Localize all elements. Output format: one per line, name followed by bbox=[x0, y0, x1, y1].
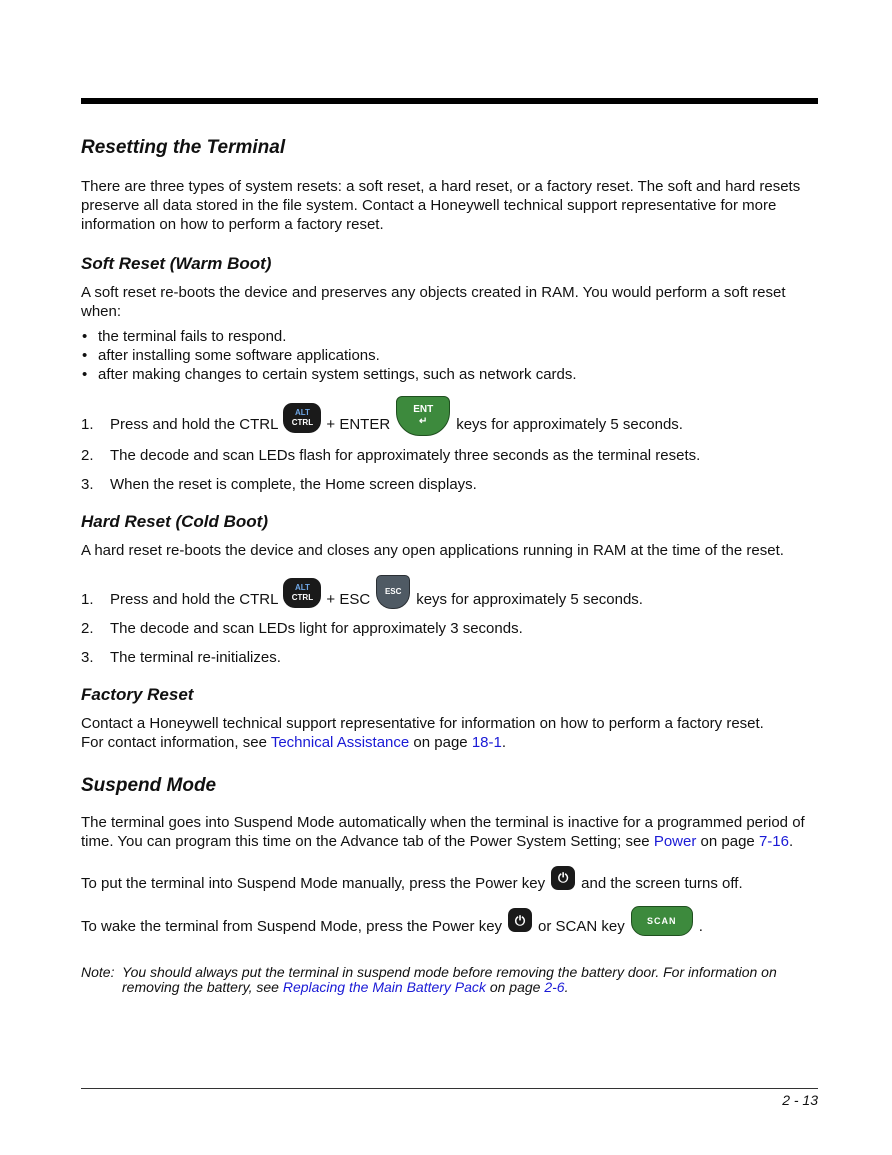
factory-reset-line: For contact information, see bbox=[81, 734, 267, 751]
resetting-intro: There are three types of system resets: a soft reset, a hard reset, or a factory reset. The soft and hard resets preserve all data stored in the file system. Contact a Honeywell technical support representative for more information on how to perform a factory reset. bbox=[81, 178, 801, 233]
step-text: Press and hold the CTRL bbox=[110, 415, 279, 433]
note-text bbox=[122, 965, 816, 995]
soft-reset-step-3 bbox=[81, 475, 816, 494]
technical-assistance-link[interactable]: Technical Assistance bbox=[270, 734, 410, 751]
ctrl-label: CTRL bbox=[291, 593, 314, 602]
esc-label: ESC bbox=[384, 587, 402, 596]
hard-reset-step-2 bbox=[81, 619, 816, 638]
period: . bbox=[788, 833, 794, 850]
period: . bbox=[564, 979, 569, 995]
factory-reset-title: Factory Reset bbox=[81, 685, 194, 704]
step-number: 3. bbox=[81, 476, 94, 493]
scan-key-icon bbox=[631, 906, 693, 936]
suspend-text: and the screen turns off. bbox=[581, 875, 743, 892]
list-item: • the terminal fails to respond. bbox=[81, 327, 816, 346]
section-title-suspend: Suspend Mode bbox=[81, 775, 217, 796]
power-glyph: ⏻ bbox=[514, 912, 526, 928]
suspend-text: on page bbox=[700, 833, 755, 850]
step-number: 1. bbox=[81, 415, 94, 433]
esc-key-icon bbox=[376, 575, 410, 609]
hard-reset-step-1 bbox=[81, 583, 816, 609]
factory-reset-text bbox=[81, 714, 816, 752]
soft-reset-step-1 bbox=[81, 404, 816, 436]
alt-label: ALT bbox=[294, 583, 310, 592]
page-content bbox=[81, 137, 816, 995]
power-glyph: ⏻ bbox=[557, 870, 569, 885]
step-number: 2. bbox=[81, 447, 94, 464]
enter-key-icon bbox=[396, 396, 450, 436]
enter-arrow-icon: ↵ bbox=[418, 416, 428, 427]
page-2-6-link[interactable]: 2-6 bbox=[544, 979, 565, 995]
header-rule bbox=[81, 98, 818, 104]
suspend-text: To put the terminal into Suspend Mode manually, press the Power key bbox=[81, 875, 546, 892]
soft-reset-intro: A soft reset re-boots the device and preserves any objects created in RAM. You would perform a soft reset when: bbox=[81, 284, 786, 320]
note-label: Note: bbox=[81, 964, 115, 980]
factory-reset-line: on page bbox=[413, 734, 468, 751]
step-text: keys for approximately 5 seconds. bbox=[416, 590, 643, 608]
hard-reset-step-3 bbox=[81, 648, 816, 667]
replacing-battery-link[interactable]: Replacing the Main Battery Pack bbox=[282, 979, 486, 995]
note-block bbox=[81, 965, 816, 995]
alt-ctrl-key-icon bbox=[283, 403, 321, 433]
alt-ctrl-key-icon bbox=[283, 578, 321, 608]
step-number: 3. bbox=[81, 649, 94, 666]
alt-label: ALT bbox=[294, 408, 310, 417]
page-7-16-link[interactable]: 7-16 bbox=[758, 833, 789, 850]
hard-reset-title: Hard Reset (Cold Boot) bbox=[81, 512, 268, 531]
section-title-resetting: Resetting the Terminal bbox=[81, 137, 286, 158]
hard-reset-intro: A hard reset re-boots the device and closes any open applications running in RAM at the time of the reset. bbox=[81, 542, 784, 559]
step-text: + ENTER bbox=[326, 415, 391, 433]
note-text-part: on page bbox=[489, 979, 541, 995]
step-number: 2. bbox=[81, 620, 94, 637]
period: . bbox=[501, 734, 507, 751]
step-text: + ESC bbox=[326, 590, 371, 608]
step-text: The decode and scan LEDs light for approximately 3 seconds. bbox=[110, 620, 523, 637]
factory-reset-line: Contact a Honeywell technical support representative for information on how to perform a factory reset. bbox=[81, 715, 764, 732]
step-text: When the reset is complete, the Home screen displays. bbox=[110, 476, 477, 493]
suspend-text: or SCAN key bbox=[538, 917, 625, 935]
list-item: • after making changes to certain system settings, such as network cards. bbox=[81, 365, 816, 384]
step-text: The terminal re-initializes. bbox=[110, 649, 281, 666]
suspend-intro bbox=[81, 813, 816, 851]
page-number: 2 - 13 bbox=[782, 1092, 818, 1108]
power-key-icon bbox=[508, 908, 532, 932]
soft-reset-title: Soft Reset (Warm Boot) bbox=[81, 254, 272, 273]
suspend-text: The terminal goes into Suspend Mode automatically when the terminal is inactive for a programmed period of time. You can program this time on the Advance tab of the Power System Setting; see bbox=[81, 814, 805, 850]
period: . bbox=[698, 917, 703, 935]
footer-rule bbox=[81, 1088, 818, 1089]
step-text: The decode and scan LEDs flash for approximately three seconds as the terminal resets. bbox=[110, 447, 701, 464]
note-text-part: You should always put the terminal in suspend mode before removing the battery door. For information on removing the battery, see bbox=[122, 964, 777, 995]
soft-reset-step-2 bbox=[81, 446, 816, 465]
power-link[interactable]: Power bbox=[653, 833, 697, 850]
soft-reset-bullets bbox=[81, 327, 816, 384]
ctrl-label: CTRL bbox=[291, 418, 314, 427]
page-18-1-link[interactable]: 18-1 bbox=[471, 734, 502, 751]
step-text: keys for approximately 5 seconds. bbox=[456, 415, 683, 433]
list-item: • after installing some software applications. bbox=[81, 346, 816, 365]
scan-label: SCAN bbox=[646, 915, 677, 926]
ent-label: ENT bbox=[413, 404, 434, 415]
power-key-icon bbox=[551, 866, 575, 890]
step-text: Press and hold the CTRL bbox=[110, 590, 279, 608]
step-number: 1. bbox=[81, 590, 94, 608]
suspend-text: To wake the terminal from Suspend Mode, press the Power key bbox=[81, 917, 503, 935]
suspend-wake bbox=[81, 912, 816, 936]
suspend-manual bbox=[81, 870, 816, 893]
